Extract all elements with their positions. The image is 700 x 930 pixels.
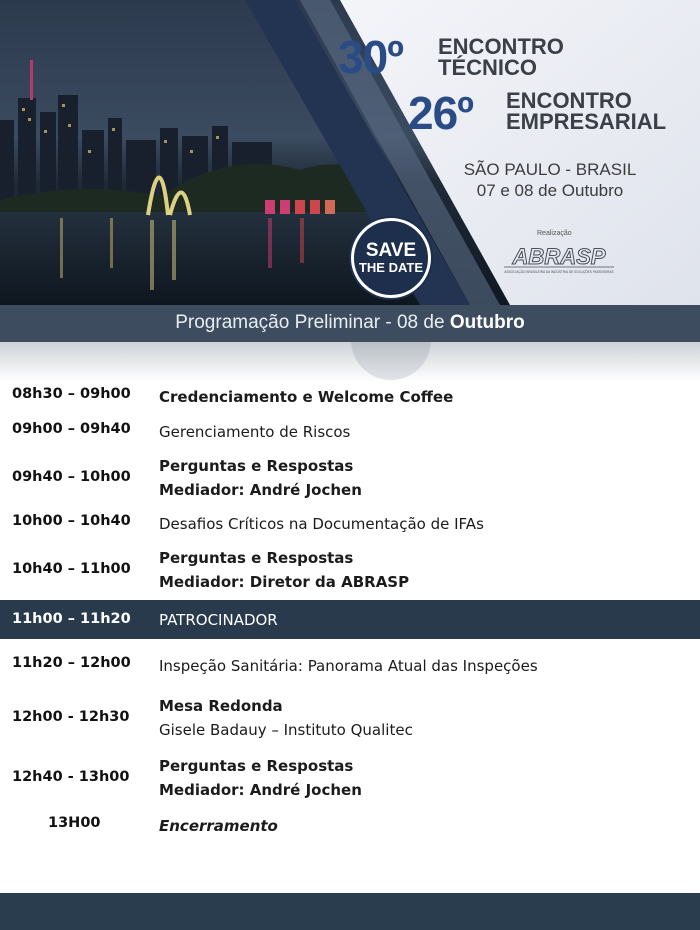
event-dates: 07 e 08 de Outubro: [476, 181, 624, 200]
abrasp-logo: [500, 240, 618, 276]
schedule-row: [0, 544, 700, 594]
schedule-row: [0, 452, 700, 502]
schedule-row: [0, 416, 700, 446]
save-the-date-badge: [351, 218, 431, 298]
program-banner: [0, 305, 700, 342]
schedule-row: [0, 810, 700, 840]
schedule-description: Perguntas e Respostas Mediador: Diretor da ABRASP: [159, 549, 410, 591]
logo-subtitle: ASSOCIAÇÃO BRASILEIRA DA INDÚSTRIA DE SOLUÇÕES PASSIVEIRAS: [504, 270, 614, 274]
schedule-description: Desafios Críticos na Documentação de IFAs: [159, 515, 484, 533]
schedule-time: 10h00 – 10h40: [12, 513, 131, 529]
footer-bar: [0, 893, 700, 930]
schedule-time: 10h40 – 11h00: [12, 561, 131, 577]
schedule-row: [0, 692, 700, 742]
schedule-time: 08h30 – 09h00: [12, 386, 131, 402]
logo-text: ABRASP: [512, 244, 606, 269]
badge-line2: THE DATE: [358, 260, 424, 275]
schedule-description: Inspeção Sanitária: Panorama Atual das Inspeções: [159, 657, 538, 675]
schedule-row: [0, 752, 700, 802]
reflection-fade: [0, 342, 700, 382]
schedule-time: 13H00: [48, 815, 101, 831]
schedule-time: 11h00 – 11h20: [12, 611, 131, 627]
program-title: [0, 312, 700, 334]
schedule-row: [0, 508, 700, 538]
schedule-description: Perguntas e Respostas Mediador: André Jochen: [159, 457, 362, 499]
schedule-description: Gerenciamento de Riscos: [159, 423, 351, 441]
badge-line1: SAVE: [365, 240, 417, 261]
hero-banner: [0, 0, 700, 305]
event2-line1: ENCONTRO: [506, 88, 632, 113]
realizacao-label: Realização: [537, 230, 572, 237]
schedule-time: 09h40 – 10h00: [12, 469, 131, 485]
schedule-row: [0, 650, 700, 680]
schedule-description: Encerramento: [159, 817, 278, 835]
schedule-row-sponsor: [0, 600, 700, 639]
event1-line2: TÉCNICO: [438, 55, 537, 80]
event1-number: 30º: [338, 31, 403, 83]
schedule-description: Perguntas e Respostas Mediador: André Jochen: [159, 757, 362, 799]
schedule-time: 09h00 – 09h40: [12, 421, 131, 437]
program-title-bold: Outubro: [449, 312, 525, 333]
schedule-row: [0, 380, 700, 412]
event1-line1: ENCONTRO: [438, 34, 564, 59]
program-title-regular: Programação Preliminar - 08 de: [175, 312, 450, 333]
event-location: SÃO PAULO - BRASIL: [463, 160, 637, 179]
banner-reflection: [0, 342, 700, 382]
schedule-time: 12h00 - 12h30: [12, 709, 130, 725]
schedule-time: 12h40 - 13h00: [12, 769, 130, 785]
schedule-description: PATROCINADOR: [159, 611, 278, 629]
schedule-time: 11h20 – 12h00: [12, 655, 131, 671]
event2-line2: EMPRESARIAL: [506, 109, 667, 134]
schedule-description: Credenciamento e Welcome Coffee: [159, 388, 454, 406]
event2-number: 26º: [408, 87, 473, 139]
schedule-description: Mesa Redonda Gisele Badauy – Instituto Qualitec: [159, 697, 413, 739]
